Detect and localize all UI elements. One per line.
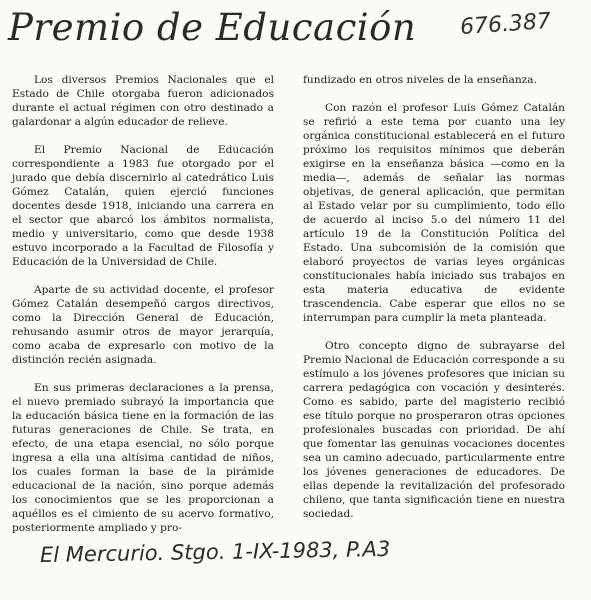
right-column [303,73,565,535]
handwritten-source-note: El Mercurio. Stgo. 1-IX-1983, P.A3 [39,536,391,568]
article-title: Premio de Educación [8,6,417,49]
handwritten-reference-number: 676.387 [459,8,552,41]
paragraph-1: Los diversos Premios Nacionales que el Estado de Chile otorgaba fueron adicionados durante el actual régimen con otro destinado a galardonar a algún educador de relieve. [12,74,274,128]
paragraph-2: El Premio Nacional de Educación correspondiente a 1983 fue otorgado por el jurado que debía discernirlo al catedrático Luis Gómez Catalán, quien ejerció funciones docentes desde 1918, iniciando una carrera en el sector que abarcó los ámbitos normalista, medio y universitario, como que desde 1938 estuvo incorporado a la Facultad de Filosofía y Educación de la Universidad de Chile. [12,144,274,268]
paragraph-4: En sus primeras declaraciones a la prensa, el nuevo premiado subrayó la importancia que la educación básica tiene en la formación de las futuras generaciones de Chile. Se trata, en efecto, de una etapa esencial, no sólo porque ingresa a ella una altísima cantidad de niños, los cuales forman la base de la pirámide educacional de la nación, sino porque además los conocimientos que se les proporcionan a aquéllos es el cimiento de su acervo formativo, posteriormente ampliado y pro- [12,382,274,534]
paragraph-5: Con razón el profesor Luis Gómez Catalán se refirió a este tema por cuanto una ley orgánica constitucional establecerá en el futuro próximo los requisitos mínimos que deberán exigirse en la enseñanza básica —como en la media—, además de señalar las normas objetivas, de general aplicación, que permitan al Estado velar por su cumplimiento, todo ello de acuerdo al inciso 5.o del número 11 del artículo 19 de la Constitución Política del Estado. Una subcomisión de la comisión que elaboró proyectos de varias leyes orgánicas constitucionales había iniciado sus trabajos en esta materia educativa de evidente trascendencia. Cabe esperar que ellos no se interrumpan para cumplir la meta planteada. [303,102,565,324]
paragraph-4-continuation: fundizado en otros niveles de la enseñanza. [303,74,537,86]
paragraph-3: Aparte de su actividad docente, el profesor Gómez Catalán desempeñó cargos directivos, como la Dirección General de Educación, rehusando asumir otros de mayor jerarquía, como acaba de expresarlo con motivo de la distinción recién asignada. [12,284,274,366]
paragraph-6: Otro concepto digno de subrayarse del Premio Nacional de Educación corresponde a su estímulo a los jóvenes profesores que inician su carrera pedagógica con vocación y desinterés. Como es sabido, parte del magisterio recibió ese título porque no prosperaron otras opciones profesionales buscadas con prioridad. De ahí que fomentar las genuinas vocaciones docentes sea un camino adecuado, particularmente entre los jóvenes generaciones de educadores. De ellas depende la revitalización del profesorado chileno, que tanta significación tiene en nuestra sociedad. [303,340,565,520]
left-column [12,73,274,549]
